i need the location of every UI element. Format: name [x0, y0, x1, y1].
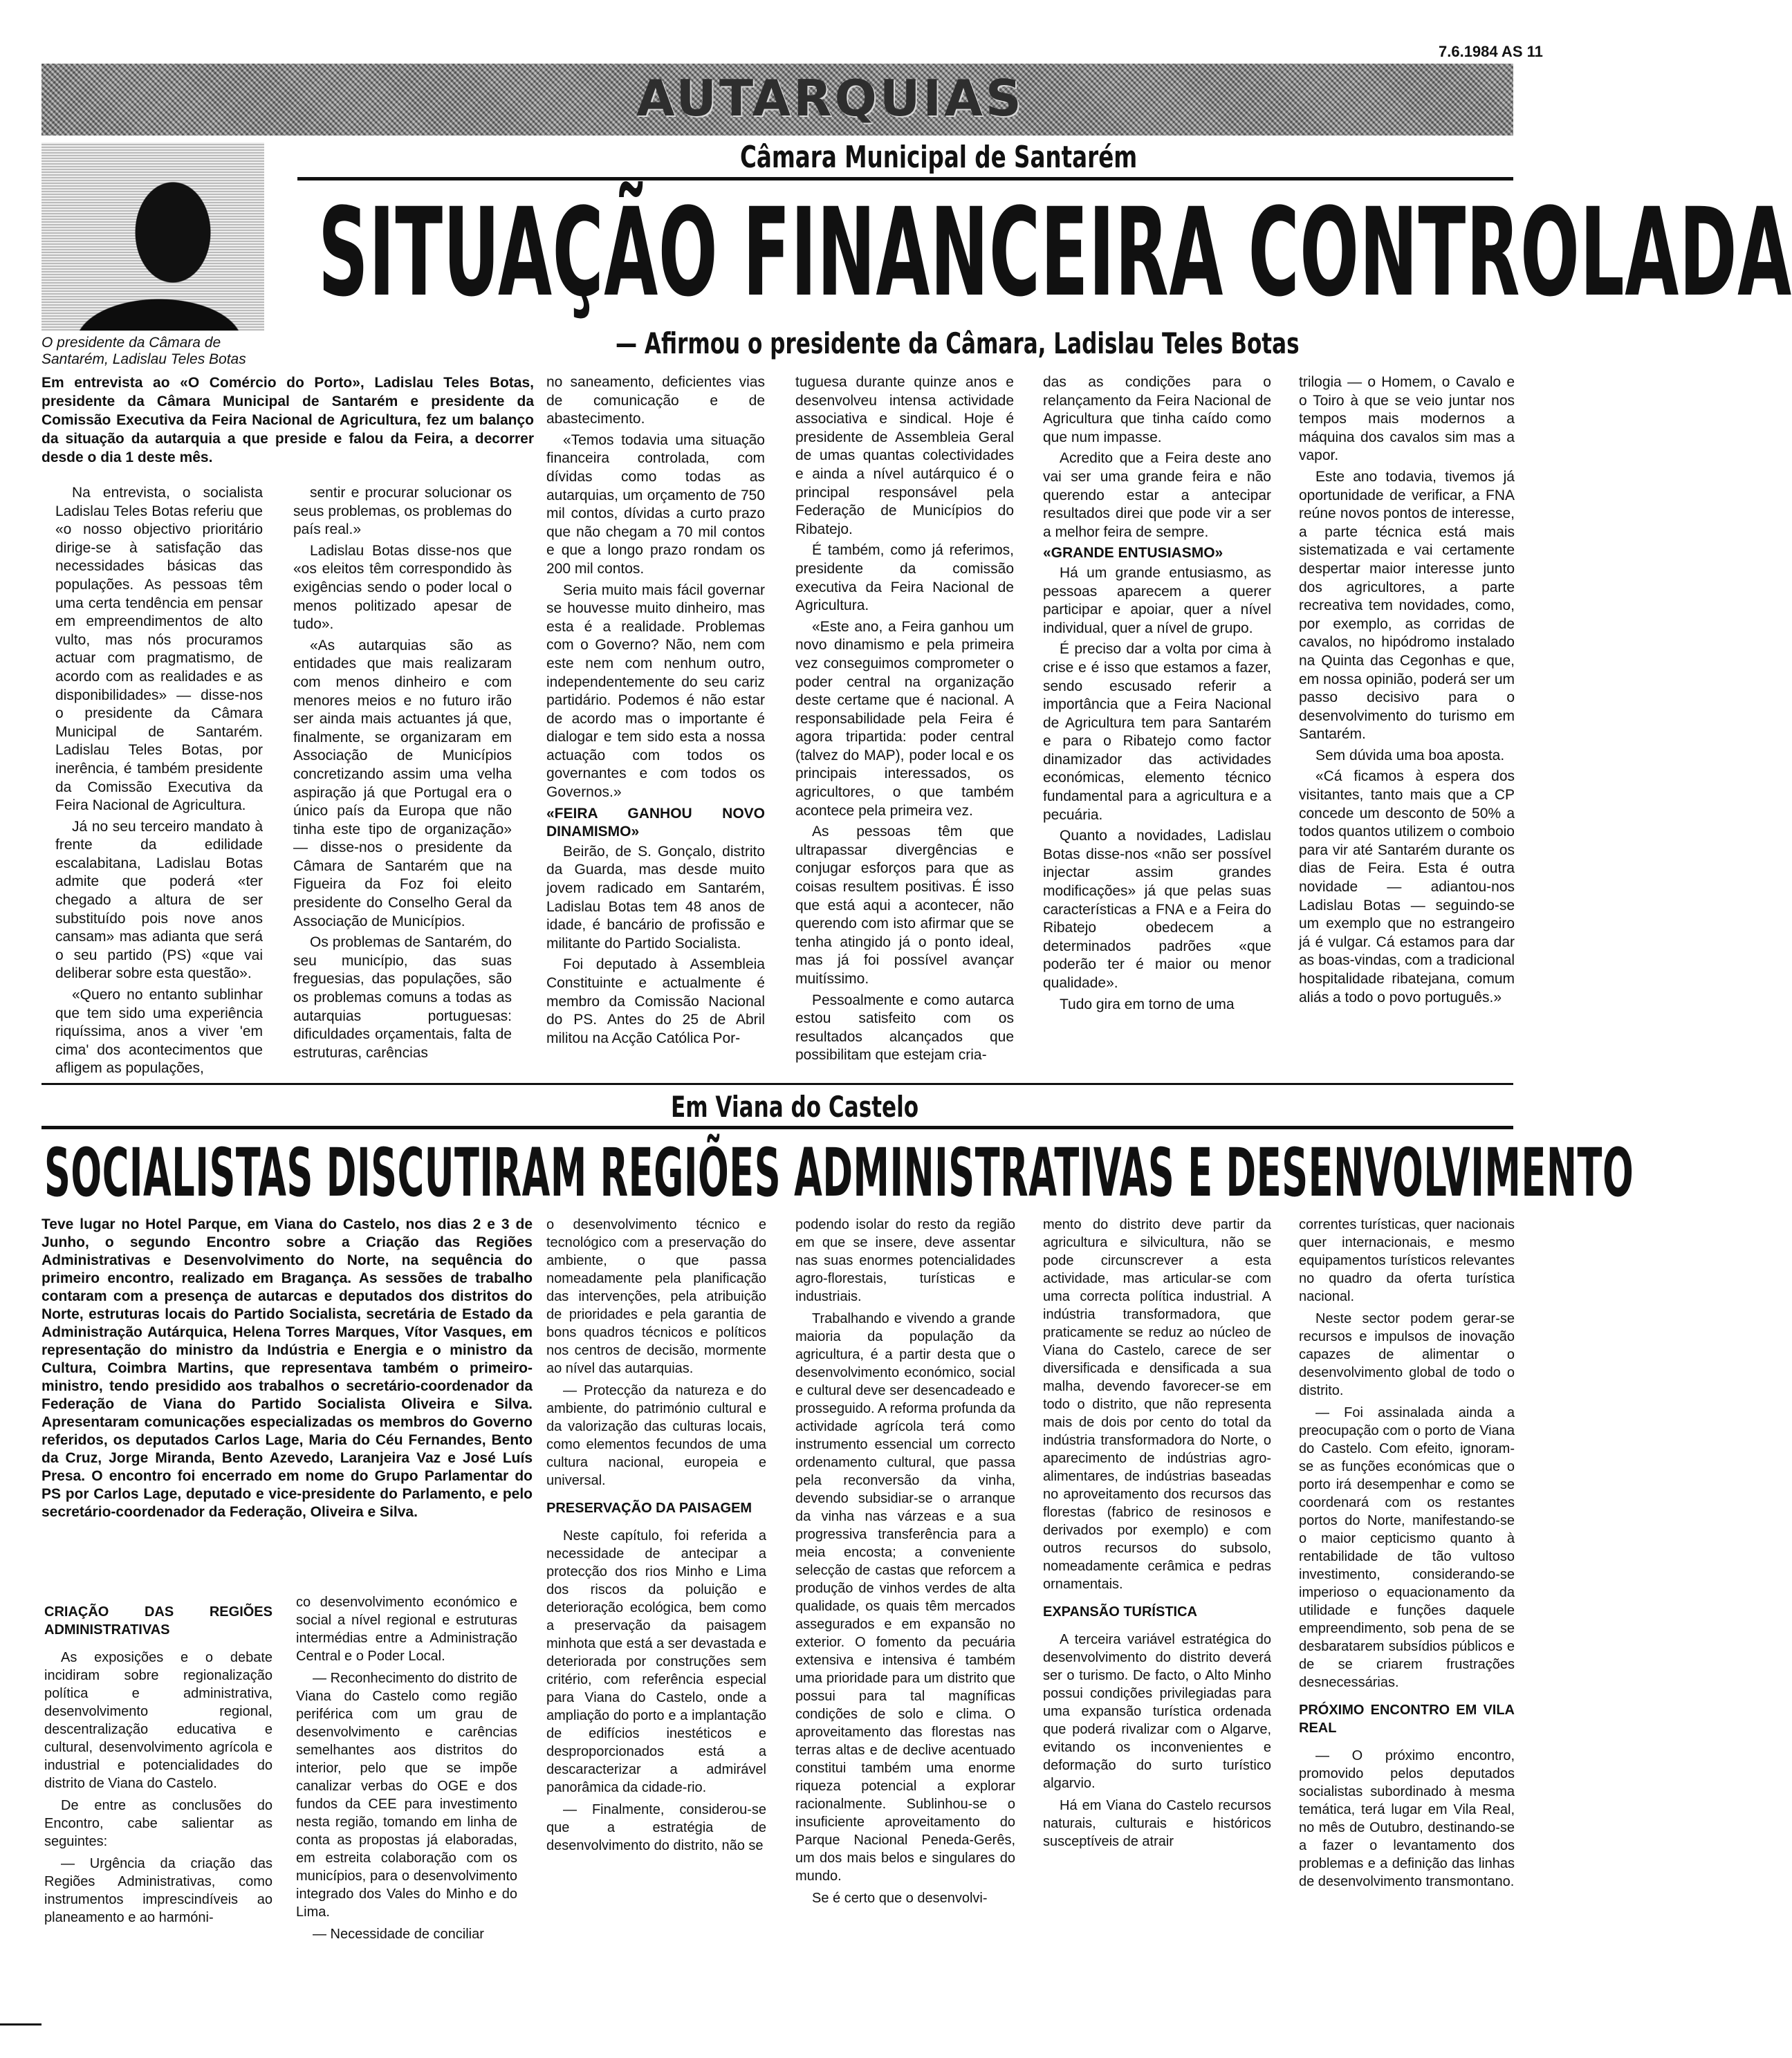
body-paragraph: Pessoalmente e como autarca estou satisfeito com os resultados alcançados que possibilitam que estejam cria-: [795, 992, 1014, 1064]
article1-column-5: [1043, 373, 1271, 1017]
body-paragraph: das as condições para o relançamento da Feira Nacional de Agricultura que tinha caído como que num impasse.: [1043, 374, 1271, 445]
body-paragraph: É preciso dar a volta por cima à crise e é isso que estamos a fazer, sendo escusado referir a importância que a Feira Nacional de Agricultura tem para Santarém e para o Ribatejo como factor dinamizador das actividades económicas, elemento técnico fundamental para a agricultura e a pecuária.: [1043, 641, 1271, 823]
body-paragraph: «Quero no entanto sublinhar que tem sido uma experiência riquíssima, anos a viver 'em cima' dos acontecimentos que afligem as populações,: [55, 987, 263, 1077]
body-paragraph: Este ano todavia, tivemos já oportunidade de verificar, a FNA reúne novos pontos de interesse, a parte técnica está mais sistematizada e vai certamente despertar maior interesse junto dos agricultores, a parte recreativa tem novidades, como, por exemplo, as corridas de cavalos, no hipódromo instalado na Quinta das Cegonhas e que, em nossa opinião, poderá ser um passo decisivo para o desenvolvimento do turismo em Santarém.: [1299, 468, 1515, 743]
article1-column-6: [1299, 373, 1515, 1010]
body-paragraph: Já no seu terceiro mandato à frente da edilidade escalabitana, Ladislau Botas admite que poderá «ter chegado a altura de ser substituído pois nove anos cansam» mas adianta que será o seu partido (PS) «que vai deliberar sobre esta questão».: [55, 818, 263, 982]
page-corner-mark: [0, 2023, 41, 2025]
body-paragraph: «Este ano, a Feira ganhou um novo dinamismo e pela primeira vez conseguimos comprometer o poder central na organização deste certame que é nacional. A responsabilidade pela Feira é agora tripartida: poder central (talvez do MAP), poder local e os principais interessados, os agricultores, o que também acontece pela primeira vez.: [795, 618, 1014, 819]
body-paragraph: Seria muito mais fácil governar se houvesse muito dinheiro, mas esta é a realidade. Problemas com o Governo? Não, nem com este nem com nenhum outro, independentemente do seu cariz partidário. Podemos é não estar de acordo mas o importante é dialogar e tem sido esta a nossa actuação com todos os governantes e com todos os Governos.»: [546, 582, 765, 801]
body-paragraph: — Urgência da criação das Regiões Administrativas, como instrumentos imprescindíveis ao planeamento e ao harmóni-: [44, 1856, 273, 1925]
portrait-photo: [41, 142, 264, 331]
article1-column-3: [546, 373, 765, 1050]
section-subheading: EXPANSÃO TURÍSTICA: [1043, 1604, 1197, 1620]
article1-column-1: [55, 484, 263, 1081]
body-paragraph: Tudo gira em torno de uma: [1060, 996, 1235, 1012]
body-paragraph: tuguesa durante quinze anos e desenvolveu intensa actividade associativa e sindical. Hoje é presidente de Assembleia Geral de umas quantas colectividades e ainda a nível autárquico é o principal responsável pela Federação de Municípios do Ribatejo.: [795, 374, 1014, 537]
body-paragraph: Trabalhando e vivendo a grande maioria da população da agricultura, é a partir desta que o desenvolvimento económico, social e cultural deve ser desencadeado e prosseguido. A reforma profunda da actividade agrícola terá como instrumento essencial um correcto ordenamento cultural, que passa pela reconversão da vinha, devendo subsidiar-se o arranque da vinha nas várzeas e a sua progressiva transferência para a meia encosta; a conveniente selecção de castas que reforcem a produção de vinhos verdes de alta qualidade, os quais têm mercados assegurados e em expansão no exterior. O fomento da pecuária extensiva e intensiva é também uma prioridade para um distrito que possui para tal magníficas condições de solo e clima. O aproveitamento das florestas nas terras altas e de declive acentuado constitui também uma enorme riqueza potencial a explorar racionalmente. Sublinhou-se o insuficiente aproveitamento do Parque Nacional Peneda-Gerês, um dos mais belos e singulares do mundo.: [795, 1311, 1015, 1884]
body-paragraph: Ladislau Botas disse-nos que «os eleitos têm correspondido às exigências sendo o poder local o menos politizado apesar de tudo».: [293, 542, 512, 633]
body-paragraph: «Temos todavia uma situação financeira controlada, com dívidas como todas as autarquias, um orçamento de 750 mil contos, dívidas a curto prazo que não chegam a 70 mil contos e que a longo prazo rondam os 200 mil contos.: [546, 432, 765, 577]
body-paragraph: podendo isolar do resto da região em que se insere, deve assentar nas suas enormes potencialidades agro-florestais, turísticas e industriais.: [795, 1217, 1015, 1304]
article2-headline: SOCIALISTAS DISCUTIRAM REGIÕES ADMINISTRATIVAS E DESENVOLVIMENTO: [44, 1134, 1634, 1212]
article2-column-6: [1299, 1216, 1515, 1895]
section-subheading: «FEIRA GANHOU NOVO DINAMISMO»: [546, 805, 765, 840]
section-banner: [41, 64, 1513, 136]
article-divider: [41, 1083, 1513, 1085]
body-paragraph: «As autarquias são as entidades que mais realizaram com menos dinheiro e com menores meios e no futuro irão ser ainda mais actuantes já que, finalmente, se organizaram em Associação de Municípios concretizando assim uma velha aspiração já que Portugal era o único país da Europa que não tinha este tipo de organização» — disse-nos o presidente da Câmara de Santarém que na Figueira da Foz foi eleito presidente do Conselho Geral da Associação de Municípios.: [293, 637, 512, 929]
body-paragraph: Se é certo que o desenvolvi-: [812, 1891, 988, 1906]
body-paragraph: De entre as conclusões do Encontro, cabe salientar as seguintes:: [44, 1798, 273, 1849]
body-paragraph: correntes turísticas, quer nacionais quer internacionais, e mesmo equipamentos turísticos relevantes no quadro da oferta turística nacional.: [1299, 1217, 1515, 1304]
body-paragraph: Acredito que a Feira deste ano vai ser uma grande feira e não querendo estar a antecipar resultados direi que pode vir a ser a melhor feira de sempre.: [1043, 450, 1271, 540]
body-paragraph: — O próximo encontro, promovido pelos deputados socialistas subordinado à mesma temática, terá lugar em Vila Real, no mês de Outubro, destinando-se a fazer o levantamento dos problemas e a definição das linhas de desenvolvimento transmontano.: [1299, 1748, 1515, 1889]
page-date-reference: 7.6.1984 AS 11: [1439, 43, 1543, 60]
article1-headline: SITUAÇÃO FINANCEIRA CONTROLADA: [318, 182, 1792, 324]
article1-kicker: Câmara Municipal de Santarém: [740, 140, 1138, 175]
body-paragraph: Na entrevista, o socialista Ladislau Teles Botas referiu que «o nosso objectivo prioritário dirige-se à satisfação das necessidades básicas das populações. As pessoas têm uma certa tendência em pensar em empreendimentos de alto vulto, mas nós procuramos actuar com pragmatismo, de acordo com as realidades e as disponibilidades» — disse-nos o presidente da Câmara Municipal de Santarém. Ladislau Teles Botas, por inerência, é também presidente da Comissão Executiva da Feira Nacional de Agricultura.: [55, 485, 263, 814]
article2-column-5: [1043, 1216, 1271, 1855]
body-paragraph: co desenvolvimento económico e social a nível regional e estruturas intermédias entre a Administração Central e o Poder Local.: [296, 1595, 517, 1664]
body-paragraph: — Necessidade de conciliar: [313, 1927, 484, 1942]
article1-subhead: — Afirmou o presidente da Câmara, Ladislau Teles Botas: [616, 326, 1300, 360]
article1-kicker-rule: [297, 177, 1513, 180]
article2-kicker: Em Viana do Castelo: [671, 1090, 919, 1124]
body-paragraph: trilogia — o Homem, o Cavalo e o Toiro à que se veio juntar nos tempos mais modernos a máquina dos cavalos sim mas a vapor.: [1299, 374, 1515, 464]
section-subheading: PRESERVAÇÃO DA PAISAGEM: [546, 1501, 752, 1516]
body-paragraph: — Reconhecimento do distrito de Viana do Castelo como região periférica com um grau de desenvolvimento e carências semelhantes aos distritos do interior, pelo que se impõe canalizar verbas do OGE e dos fundos da CEE para investimento nesta região, tomando em linha de conta as propostas já elaboradas, em estreita colaboração com os municípios, para o desenvolvimento integrado dos Vales do Minho e do Lima.: [296, 1671, 517, 1920]
body-paragraph: mento do distrito deve partir da agricultura e silvicultura, não se pode circunscrever a esta actividade, mas articular-se com uma correcta política industrial. A indústria transformadora, que praticamente se reduz ao núcleo de Viana do Castelo, carece de ser diversificada e densificada a sua malha, devendo favorecer-se em todo o distrito, que não representa mais de dois por cento do total da indústria transformadora do Norte, o aparecimento de indústrias agro-alimentares, de indústrias baseadas no aproveitamento dos recursos das florestas (fabrico de resinosos e derivados por exemplo) e com outros recursos do subsolo, nomeadamente cerâmica e pedras ornamentais.: [1043, 1217, 1271, 1592]
article2-intro: Teve lugar no Hotel Parque, em Viana do Castelo, nos dias 2 e 3 de Junho, o segundo Encontro sobre a Criação das Regiões Administrativas e Desenvolvimento do Norte, na sequência do primeiro encontro, realizado em Bragança. As sessões de trabalho contaram com a presença de autarcas e deputados dos distritos do Norte, estruturas locais do Partido Socialista, secretária de Estado da Administração Autárquica, Helena Torres Marques, Vítor Vasques, em representação do ministro da Indústria e Energia e o ministro da Cultura, Coimbra Martins, que representava também o primeiro-ministro, tendo presidido aos trabalhos o secretário-coordenador da Federação de Viana do Partido Socialista Oliveira e Silva. Apresentaram comunicações especializadas os membros do Governo referidos, os deputados Carlos Lage, Maria do Céu Fernandes, Bento da Cruz, Jorge Miranda, Bento Azevedo, Laranjeira Vaz e José Luís Presa. O encontro foi encerrado em nome do Grupo Parlamentar do PS por Carlos Lage, deputado e vice-presidente do Parlamento, e pelo secretário-coordenador da Federação, Oliveira e Silva.: [41, 1216, 533, 1520]
body-paragraph: Sem dúvida uma boa aposta.: [1315, 747, 1505, 763]
article1-column-4: [795, 373, 1014, 1068]
body-paragraph: Há em Viana do Castelo recursos naturais, culturais e históricos susceptíveis de atrair: [1043, 1798, 1271, 1849]
body-paragraph: Os problemas de Santarém, do seu município, das suas freguesias, das populações, são os problemas comuns a todas as autarquias portuguesas: dificuldades orçamentais, falta de estruturas, carências: [293, 934, 512, 1061]
section-subheading: «GRANDE ENTUSIASMO»: [1043, 545, 1223, 562]
body-paragraph: sentir e procurar solucionar os seus problemas, os problemas do país real.»: [293, 485, 512, 538]
body-paragraph: — Finalmente, considerou-se que a estratégia de desenvolvimento do distrito, não se: [546, 1802, 766, 1853]
article2-column-2: [296, 1593, 517, 1947]
article2-column-3: [546, 1216, 766, 1859]
body-paragraph: As pessoas têm que ultrapassar divergências e conjugar esforços para que as coisas resultem positivas. É isso que está aqui a acontecer, não querendo com isto afirmar que se tenha atingido já o ponto ideal, mas já foi possível avançar muitíssimo.: [795, 824, 1014, 987]
section-subheading: PRÓXIMO ENCONTRO EM VILA REAL: [1299, 1703, 1515, 1736]
section-subheading: CRIAÇÃO DAS REGIÕES ADMINISTRATIVAS: [44, 1604, 273, 1638]
photo-caption: O presidente da Câmara de Santarém, Ladislau Teles Botas: [41, 335, 246, 367]
body-paragraph: Neste capítulo, foi referida a necessidade de antecipar a protecção dos rios Minho e Lima dos riscos da poluição e deterioração ecológica, bem como a preservação da paisagem minhota que está a ser devastada e deteriorada por construções sem critério, com referência especial para Viana do Castelo, onde a ampliação do porto e a implantação de edifícios inestéticos e desproporcionados está a descaracterizar a admirável panorâmica da cidade-rio.: [546, 1528, 766, 1795]
article2-kicker-rule: [41, 1126, 1513, 1129]
body-paragraph: — Foi assinalada ainda a preocupação com o porto de Viana do Castelo. Com efeito, ignoram-se as funções económicas que o porto irá desempenhar e como se coordenará com os restantes portos do Norte, manifestando-se o maior cepticismo quanto à rentabilidade de tão vultoso investimento, considerando-se imperioso o equacionamento da utilidade e funções daquele empreendimento, sob pena de se desbaratarem subsídios públicos e de se criarem frustrações desnecessárias.: [1299, 1405, 1515, 1690]
body-paragraph: É também, como já referimos, presidente da comissão executiva da Feira Nacional de Agricultura.: [795, 542, 1014, 614]
body-paragraph: — Protecção da natureza e do ambiente, do património cultural e da valorização das culturas locais, como elementos fecundos de uma cultura nacional, europeia e universal.: [546, 1383, 766, 1488]
body-paragraph: Beirão, de S. Gonçalo, distrito da Guarda, mas desde muito jovem radicado em Santarém, Ladislau Botas tem 48 anos de idade, é bancário de profissão e militante do Partido Socialista.: [546, 843, 765, 952]
body-paragraph: As exposições e o debate incidiram sobre regionalização política e administrativa, desenvolvimento regional, descentralização educativa e cultural, desenvolvimento agrícola e industrial e potencialidades do distrito de Viana do Castelo.: [44, 1650, 273, 1791]
body-paragraph: Há um grande entusiasmo, as pessoas aparecem a querer participar e apoiar, quer a nível individual, quer a nível de grupo.: [1043, 564, 1271, 636]
article1-column-2: [293, 484, 512, 1065]
body-paragraph: Foi deputado à Assembleia Constituinte e actualmente é membro da Comissão Nacional do PS. Antes do 25 de Abril militou na Acção Católica Por-: [546, 956, 765, 1046]
body-paragraph: Quanto a novidades, Ladislau Botas disse-nos «não ser possível injectar assim grandes modificações» já que pelas suas características a FNA e a Feira do Ribatejo obedecem a determinados padrões «que poderão ter é maior ou menor qualidade».: [1043, 828, 1271, 991]
body-paragraph: A terceira variável estratégica do desenvolvimento do distrito deverá ser o turismo. De facto, o Alto Minho possui condições privilegiadas para uma expansão turística ordenada que poderá rivalizar com o Algarve, evitando os inconvenientes e deformação do surto turístico algarvio.: [1043, 1632, 1271, 1791]
body-paragraph: o desenvolvimento técnico e tecnológico com a preservação do ambiente, o que passa nomeadamente pela planificação das intervenções, pela atribuição de prioridades e pela garantia de bons quadros técnicos e políticos nos centros de decisão, mormente ao nível das autarquias.: [546, 1217, 766, 1376]
body-paragraph: «Cá ficamos à espera dos visitantes, tanto mais que a CP concede um desconto de 50% a todos quantos utilizem o comboio para vir até Santarém durante os dias de Feira. Esta é outra novidade — adiantou-nos Ladislau Botas — seguindo-se um exemplo que no estrangeiro já é vulgar. Cá estamos para dar as boas-vindas, com a tradicional hospitalidade ribatejana, comum aliás a todo o povo português.»: [1299, 768, 1515, 1005]
article1-intro: Em entrevista ao «O Comércio do Porto», Ladislau Teles Botas, presidente da Câmara Municipal de Santarém e presidente da Comissão Executiva da Feira Nacional de Agricultura, fez um balanço da situação da autarquia a que preside e falou da Feira, a decorrer desde o dia 1 deste mês.: [41, 375, 534, 465]
article2-column-4: [795, 1216, 1015, 1911]
article2-column-1: [44, 1593, 273, 1931]
body-paragraph: no saneamento, deficientes vias de comunicação e de abastecimento.: [546, 374, 765, 427]
body-paragraph: Neste sector podem gerar-se recursos e impulsos de inovação capazes de alimentar o desenvolvimento global de todo o distrito.: [1299, 1311, 1515, 1398]
section-title: AUTARQUIAS: [636, 69, 1024, 127]
